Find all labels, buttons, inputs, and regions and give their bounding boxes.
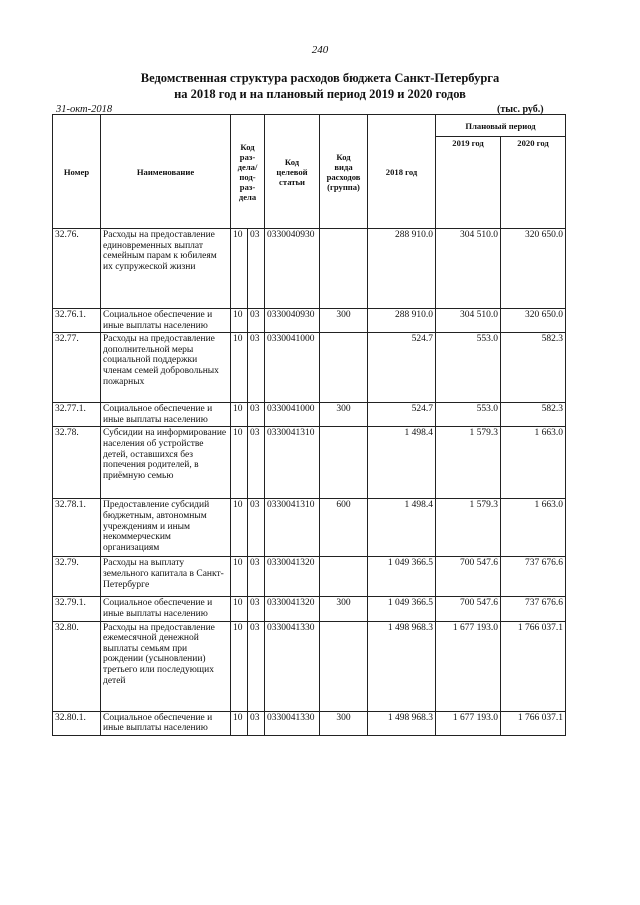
row-section: 10 [231, 557, 248, 597]
row-value-2019: 304 510.0 [436, 309, 501, 333]
row-number: 32.79.1. [53, 597, 101, 621]
row-value-2018: 524.7 [368, 333, 436, 403]
row-number: 32.78.1. [53, 499, 101, 557]
row-name: Расходы на предоставление ежемесячной денежной выплаты семьям при рождении (усыновлении) третьего или последующих детей [101, 621, 231, 711]
row-number: 32.76.1. [53, 309, 101, 333]
row-value-2020: 737 676.6 [501, 597, 566, 621]
table-row [53, 711, 566, 735]
row-target-code: 0330041310 [265, 427, 320, 499]
row-subsection: 03 [248, 333, 265, 403]
row-value-2019: 1 579.3 [436, 427, 501, 499]
row-kind-code: 300 [320, 403, 368, 427]
row-value-2020: 1 766 037.1 [501, 621, 566, 711]
row-value-2019: 553.0 [436, 333, 501, 403]
row-name: Расходы на предоставление дополнительной меры социальной поддержки членам семей добровольных пожарных [101, 333, 231, 403]
row-target-code: 0330041000 [265, 403, 320, 427]
row-subsection: 03 [248, 229, 265, 309]
row-section: 10 [231, 309, 248, 333]
row-target-code: 0330041320 [265, 597, 320, 621]
row-value-2018: 1 498 968.3 [368, 711, 436, 735]
row-subsection: 03 [248, 597, 265, 621]
row-section: 10 [231, 621, 248, 711]
row-kind-code [320, 557, 368, 597]
row-target-code: 0330041320 [265, 557, 320, 597]
row-value-2019: 700 547.6 [436, 597, 501, 621]
row-number: 32.79. [53, 557, 101, 597]
row-name: Предоставление субсидий бюджетным, автономным учреждениям и иным некоммерческим организациям [101, 499, 231, 557]
row-kind-code: 600 [320, 499, 368, 557]
row-name: Социальное обеспечение и иные выплаты населению [101, 403, 231, 427]
row-name: Расходы на предоставление единовременных выплат семейным парам к юбилеям их супружеской жизни [101, 229, 231, 309]
row-kind-code: 300 [320, 711, 368, 735]
header-kind: Код вида расходов (группа) [320, 115, 368, 229]
table-row [53, 557, 566, 597]
row-value-2020: 1 663.0 [501, 427, 566, 499]
document-title [0, 70, 640, 102]
row-value-2020: 582.3 [501, 333, 566, 403]
row-value-2019: 553.0 [436, 403, 501, 427]
row-value-2018: 524.7 [368, 403, 436, 427]
row-subsection: 03 [248, 309, 265, 333]
row-value-2018: 1 498.4 [368, 499, 436, 557]
row-section: 10 [231, 499, 248, 557]
title-line-2: на 2018 год и на плановый период 2019 и 2020 годов [174, 87, 466, 101]
units-label: (тыс. руб.) [497, 104, 544, 115]
row-number: 32.78. [53, 427, 101, 499]
header-planned: Плановый период [436, 115, 566, 137]
table-row [53, 333, 566, 403]
row-section: 10 [231, 333, 248, 403]
row-value-2020: 1 766 037.1 [501, 711, 566, 735]
row-target-code: 0330041330 [265, 621, 320, 711]
row-value-2019: 1 677 193.0 [436, 621, 501, 711]
budget-table [52, 114, 566, 736]
document-date: 31-окт-2018 [56, 104, 113, 115]
row-kind-code: 300 [320, 597, 368, 621]
row-target-code: 0330040930 [265, 229, 320, 309]
row-number: 32.77. [53, 333, 101, 403]
row-section: 10 [231, 427, 248, 499]
table-row [53, 597, 566, 621]
row-name: Социальное обеспечение и иные выплаты населению [101, 309, 231, 333]
row-kind-code [320, 333, 368, 403]
row-section: 10 [231, 229, 248, 309]
row-section: 10 [231, 711, 248, 735]
row-name: Социальное обеспечение и иные выплаты населению [101, 597, 231, 621]
row-subsection: 03 [248, 557, 265, 597]
row-kind-code [320, 621, 368, 711]
row-subsection: 03 [248, 621, 265, 711]
row-value-2018: 1 498 968.3 [368, 621, 436, 711]
row-subsection: 03 [248, 403, 265, 427]
header-target: Код целевой статьи [265, 115, 320, 229]
row-name: Субсидии на информирование населения об устройстве детей, оставшихся без попечения родителей, в приёмную семью [101, 427, 231, 499]
table-row [53, 499, 566, 557]
row-value-2019: 1 579.3 [436, 499, 501, 557]
row-name: Социальное обеспечение и иные выплаты населению [101, 711, 231, 735]
title-line-1: Ведомственная структура расходов бюджета Санкт-Петербурга [140, 71, 500, 85]
header-section: Код раз- дела/ под- раз- дела [231, 115, 265, 229]
table-row [53, 229, 566, 309]
table-row [53, 427, 566, 499]
row-section: 10 [231, 597, 248, 621]
row-value-2018: 1 049 366.5 [368, 597, 436, 621]
row-target-code: 0330040930 [265, 309, 320, 333]
page-number: 240 [311, 44, 329, 56]
header-2018: 2018 год [368, 115, 436, 229]
row-value-2018: 288 910.0 [368, 229, 436, 309]
row-kind-code [320, 427, 368, 499]
row-target-code: 0330041000 [265, 333, 320, 403]
row-subsection: 03 [248, 711, 265, 735]
table-row [53, 403, 566, 427]
row-value-2018: 288 910.0 [368, 309, 436, 333]
row-value-2020: 737 676.6 [501, 557, 566, 597]
row-value-2018: 1 498.4 [368, 427, 436, 499]
row-value-2020: 320 650.0 [501, 309, 566, 333]
table-body [53, 229, 566, 736]
row-value-2019: 1 677 193.0 [436, 711, 501, 735]
row-value-2019: 700 547.6 [436, 557, 501, 597]
row-value-2020: 320 650.0 [501, 229, 566, 309]
row-value-2020: 582.3 [501, 403, 566, 427]
header-2020: 2020 год [501, 137, 566, 229]
row-subsection: 03 [248, 499, 265, 557]
table-row [53, 309, 566, 333]
row-section: 10 [231, 403, 248, 427]
row-value-2020: 1 663.0 [501, 499, 566, 557]
header-name: Наименование [101, 115, 231, 229]
row-number: 32.76. [53, 229, 101, 309]
row-target-code: 0330041330 [265, 711, 320, 735]
row-target-code: 0330041310 [265, 499, 320, 557]
row-number: 32.80.1. [53, 711, 101, 735]
row-value-2019: 304 510.0 [436, 229, 501, 309]
row-kind-code [320, 229, 368, 309]
row-number: 32.77.1. [53, 403, 101, 427]
row-number: 32.80. [53, 621, 101, 711]
header-number: Номер [53, 115, 101, 229]
header-2019: 2019 год [436, 137, 501, 229]
row-subsection: 03 [248, 427, 265, 499]
row-value-2018: 1 049 366.5 [368, 557, 436, 597]
row-name: Расходы на выплату земельного капитала в Санкт-Петербурге [101, 557, 231, 597]
table-row [53, 621, 566, 711]
row-kind-code: 300 [320, 309, 368, 333]
